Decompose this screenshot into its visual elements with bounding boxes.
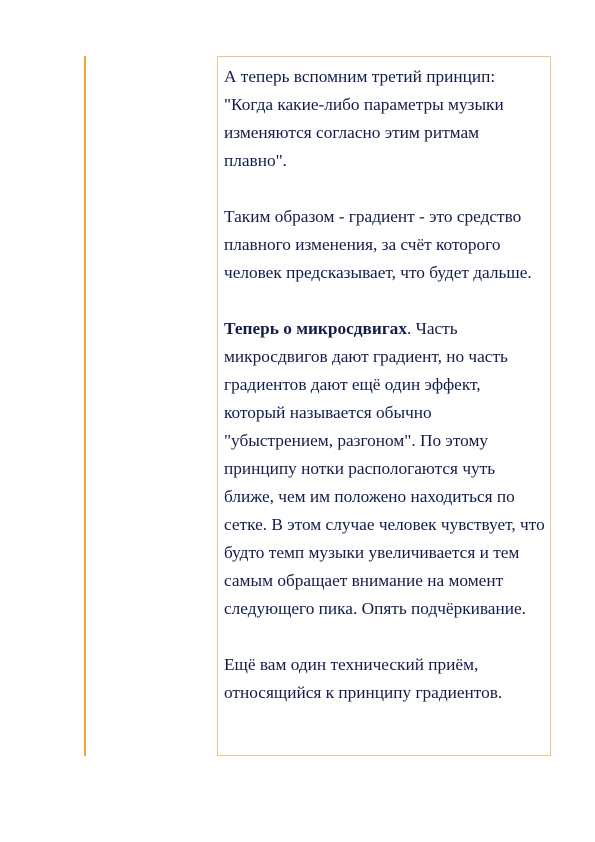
paragraph-text: . Часть микросдвигов дают градиент, но часть градиентов дают ещё один эффект, который называется обычно "убыстрением, разгоном". По этому принципу нотки распологаются чуть ближе, чем им положено находиться по сетке. В этом случае человек чувствует, что будто темп музыки увеличивается и тем самым обращает внимание на момент следующего пика. Опять подчёркивание. — [224, 319, 545, 618]
paragraph-technique — [224, 651, 545, 707]
bold-lead-microshifts: Теперь о микросдвигах — [224, 319, 407, 338]
paragraph-text: Таким образом - градиент - это средство плавного изменения, за счёт которого человек предсказывает, что будет дальше. — [224, 207, 532, 282]
paragraph-third-principle — [224, 63, 545, 175]
text-box — [217, 56, 551, 756]
paragraph-text: Ещё вам один технический приём, относящийся к принципу градиентов. — [224, 655, 503, 702]
margin-rule — [84, 56, 86, 756]
paragraph-microshifts — [224, 315, 545, 623]
paragraph-text: А теперь вспомним третий принцип: "Когда какие-либо параметры музыки изменяются согласно этим ритмам плавно". — [224, 67, 504, 170]
paragraph-gradient-definition — [224, 203, 545, 287]
